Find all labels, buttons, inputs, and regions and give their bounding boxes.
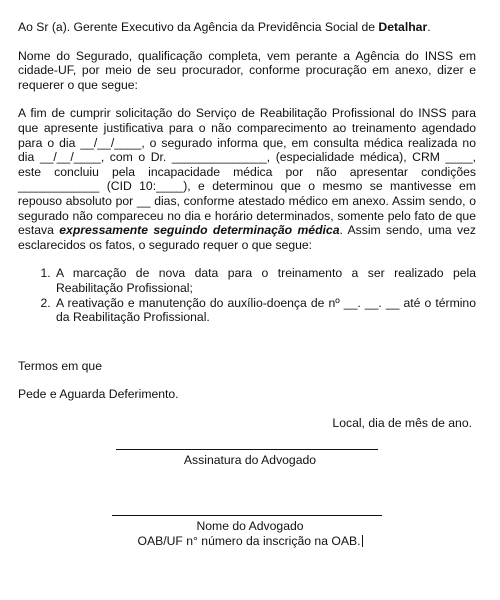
text-cursor — [362, 535, 363, 547]
signature-block-1 — [0, 449, 500, 468]
lawyer-name: Nome do Advogado — [196, 519, 304, 533]
addressee-line — [18, 20, 476, 35]
signature-block-2 — [0, 515, 500, 548]
body-paragraph — [18, 106, 476, 252]
signature-line — [112, 515, 382, 516]
closing-request: Pede e Aguarda Deferimento. — [18, 387, 179, 402]
addressee-bold-text: Detalhar — [378, 20, 428, 34]
place-date: Local, dia de mês de ano. — [332, 415, 472, 430]
body-text-part1: A fim de cumprir solicitação do Serviço de Reabilitação Profissional do INSS para que apresente justificativa para o não comparecimento ao treinamento agendado para o dia __/__/____, o segurado informa que, em consulta médica realizada no dia __/__/____, com o Dr. ______________, (especialidade médica), CRM ____, este concluiu pela incapacidade médica por não apresentar condições ____________ (CID 10:____), e determinou que o mesmo se mantivesse em repouso absoluto por __ dias, conforme atestado médico em anexo. Assim sendo, o segurado não compareceu no dia e horário determinados, somente pelo fato de que estava — [18, 106, 476, 238]
signature-line — [116, 449, 378, 450]
signature-label: Assinatura do Advogado — [183, 453, 317, 467]
request-item: 1. A marcação de nova data para o treinamento a ser realizado pela Reabilitação Profissional; — [54, 266, 476, 295]
intro-paragraph: Nome do Segurado, qualificação completa, vem perante a Agência do INSS em cidade-UF, por meio de seu procurador, conforme procuração em anexo, dizer e requerer o que segue: — [18, 48, 476, 92]
body-text-part2: . Assim sendo, uma vez esclarecidos os fatos, o segurado requer o que segue: — [18, 223, 477, 252]
lawyer-oab — [0, 534, 500, 549]
addressee-text: Ao Sr (a). Gerente Executivo da Agência da Previdência Social de — [18, 20, 379, 34]
addressee-suffix: . — [427, 20, 431, 34]
request-item: 2. A reativação e manutenção do auxílio-doença de nº __. __. __ até o término da Reabilitação Profissional. — [54, 296, 476, 325]
body-emphasis: expressamente seguindo determinação médica — [59, 223, 340, 238]
closing-terms: Termos em que — [18, 358, 102, 373]
lawyer-oab-text: OAB/UF n° número da inscrição na OAB. — [137, 533, 361, 548]
requests-list — [18, 266, 476, 324]
